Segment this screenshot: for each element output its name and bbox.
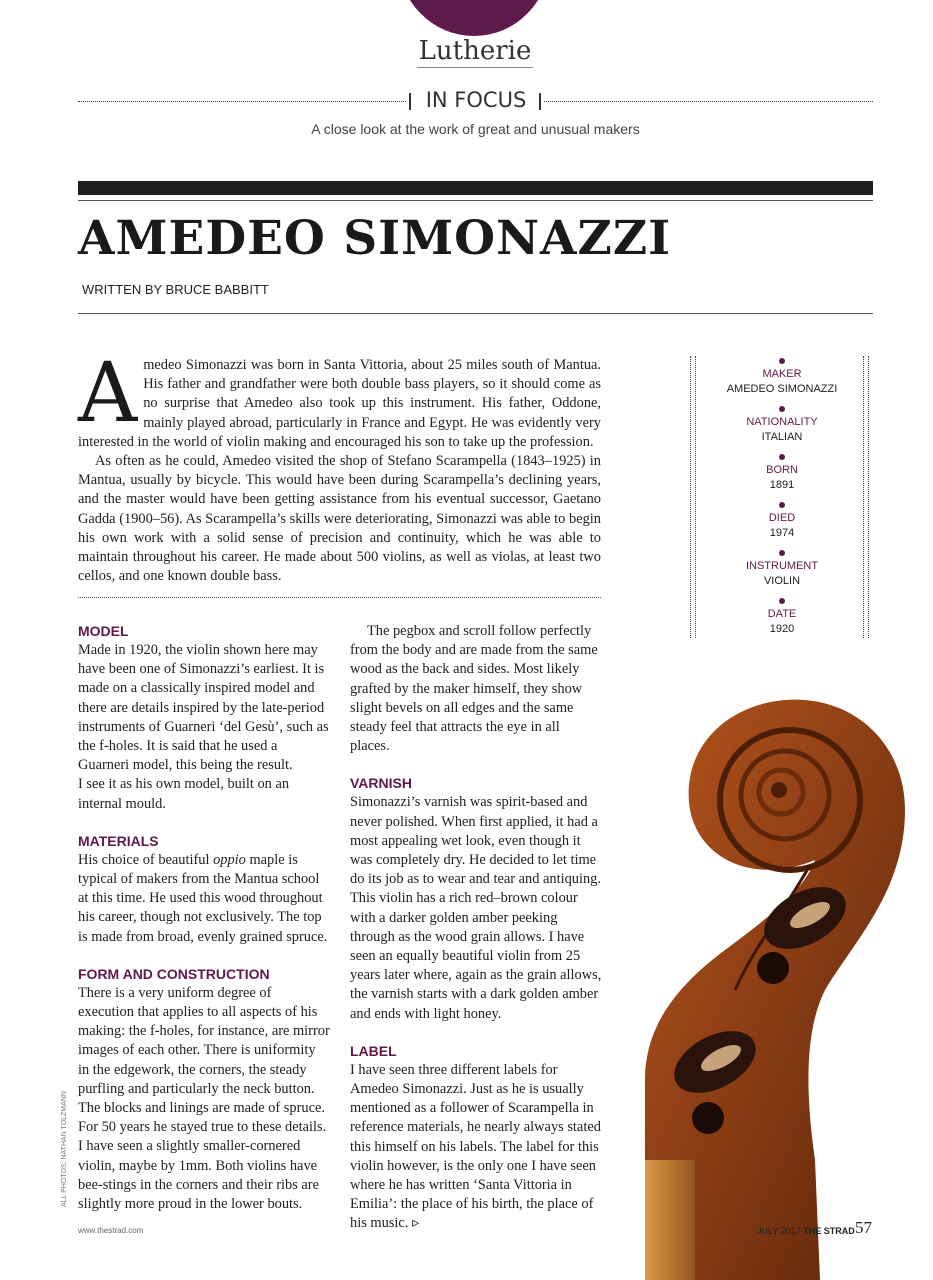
fact-maker: MAKER AMEDEO SIMONAZZI (690, 358, 874, 397)
section-title: Lutherie (418, 36, 532, 66)
heading-label: LABEL (350, 1042, 397, 1059)
model-paragraph-1: Made in 1920, the violin shown here may have been one of Simonazzi’s earliest. It is made on a classically inspired model and there are details inspired by the late-period instruments of Guarneri ‘del Gesù’, such as the f-holes. It is said that he used a Guarneri model, this being the result. (78, 642, 329, 774)
title-rule (78, 200, 873, 201)
bullet-dot-icon (779, 598, 785, 604)
pegbox-paragraph: The pegbox and scroll follow perfectly from the body and are made from the same wood as the back and sides. Most likely grafted by the maker himself, they show slight bevels on all edges and the same steady feel that attracts the eye in all places. (350, 623, 598, 755)
footer-url: www.thestrad.com (78, 1226, 144, 1235)
bullet-dot-icon (779, 502, 785, 508)
article-title: AMEDEO SIMONAZZI (78, 211, 672, 266)
dotted-rule-left (78, 101, 406, 102)
column-left (78, 622, 330, 1214)
dotted-rule-right (544, 101, 873, 102)
page-number: 57 (855, 1218, 872, 1237)
section-emblem (398, 0, 550, 36)
intro-paragraph-1: Amedeo Simonazzi was born in Santa Vittoria, about 25 miles south of Mantua. His father and grandfather were both double bass players, so it should come as no surprise that Amedeo also took up this instrument. His father, Oddone, mainly played abroad, particularly in France and Egypt. He was evidently very interested in the world of violin making and encouraged his son to take up the profession. (78, 346, 601, 450)
materials-paragraph: His choice of beautiful oppio maple is typical of makers from the Mantua school at this time. He used this wood throughout his career, though not exclusively. The top is made from broad, evenly grained spruce. (78, 851, 328, 945)
heading-model: MODEL (78, 623, 129, 639)
series-label: IN FOCUS (425, 88, 527, 112)
construction-paragraph-1: There is a very uniform degree of execution that applies to all aspects of his making: the f-holes, for instance, are mirror images of each other. There is uniformity in the edgework, the corners, the steady purfling and particularly the neck button. The blocks and linings are made of spruce. For 50 years he stayed true to these details. (78, 984, 330, 1136)
footer-issue: JULY 2017 THE STRAD (757, 1226, 855, 1236)
photo-credit: ALL PHOTOS: NATHAN TOLZMANN (61, 1091, 68, 1207)
bullet-dot-icon (779, 454, 785, 460)
fact-date: DATE 1920 (690, 598, 874, 637)
model-paragraph-2: I see it as his own model, built on an internal mould. (78, 776, 290, 812)
fact-box (690, 356, 874, 638)
fact-died: DIED 1974 (690, 502, 874, 541)
fact-born: BORN 1891 (690, 454, 874, 493)
banner-bar-right (539, 93, 541, 110)
heading-form-construction: FORM AND CONSTRUCTION (78, 965, 270, 982)
label-paragraph: I have seen three different labels for Amedeo Simonazzi. Just as he is usually mentioned as a follower of Scarampella in reference materials, he nearly always stated this himself on his labels. The label for this violin however, is the only one I have seen where he has written ‘Santa Vittoria in Emilia’: the place of his birth, the place of his music. ▹ (350, 1061, 601, 1232)
in-focus-banner (78, 88, 873, 118)
bullet-dot-icon (779, 406, 785, 412)
intro-paragraph-2: As often as he could, Amedeo visited the shop of Stefano Scarampella (1843–1925) in Mantua, usually by bicycle. This would have been during Scarampella’s declining years, and the master would have been getting assistance from his eventual successor, Gaetano Gadda (1900–56). As Scarampella’s skills were deteriorating, Simonazzi was able to begin his own work with a solid sense of precision and continuity, which he was able to maintain throughout his career. He made about 500 violins, as well as violas, at least two cellos, and one known double bass. (78, 453, 601, 585)
bullet-dot-icon (779, 358, 785, 364)
fact-instrument: INSTRUMENT VIOLIN (690, 550, 874, 589)
intro-text (78, 346, 601, 586)
fact-nationality: NATIONALITY ITALIAN (690, 406, 874, 445)
bullet-dot-icon (779, 550, 785, 556)
byline-rule (78, 313, 873, 314)
series-tagline: A close look at the work of great and unusual makers (311, 121, 640, 137)
column-middle (350, 622, 602, 1234)
varnish-paragraph: Simonazzi’s varnish was spirit-based and never polished. When first applied, it had a most appealing wet look, even though it was completely dry. He decided to let time do its job as to wear and tear and antiquing. This violin has a rich red–brown colour with a darker golden amber peeking through as the wood grain allows. I have seen an equally beautiful violin from 25 years later where, again as the grain allows, the varnish starts with a dark golden amber and ends with light honey. (350, 794, 602, 1022)
intro-dotted-rule (78, 597, 601, 598)
violin-scroll-photo (605, 660, 915, 1280)
byline: WRITTEN BY BRUCE BABBITT (82, 282, 269, 297)
heading-materials: MATERIALS (78, 832, 159, 849)
heading-varnish: VARNISH (350, 775, 412, 792)
construction-paragraph-2: I have seen a slightly smaller-cornered violin, maybe by 1mm. Both violins have bee-stings in the corners and their ribs are slightly more proud in the lower bouts. (78, 1138, 319, 1213)
drop-cap: A (78, 346, 138, 441)
title-bar (78, 181, 873, 195)
